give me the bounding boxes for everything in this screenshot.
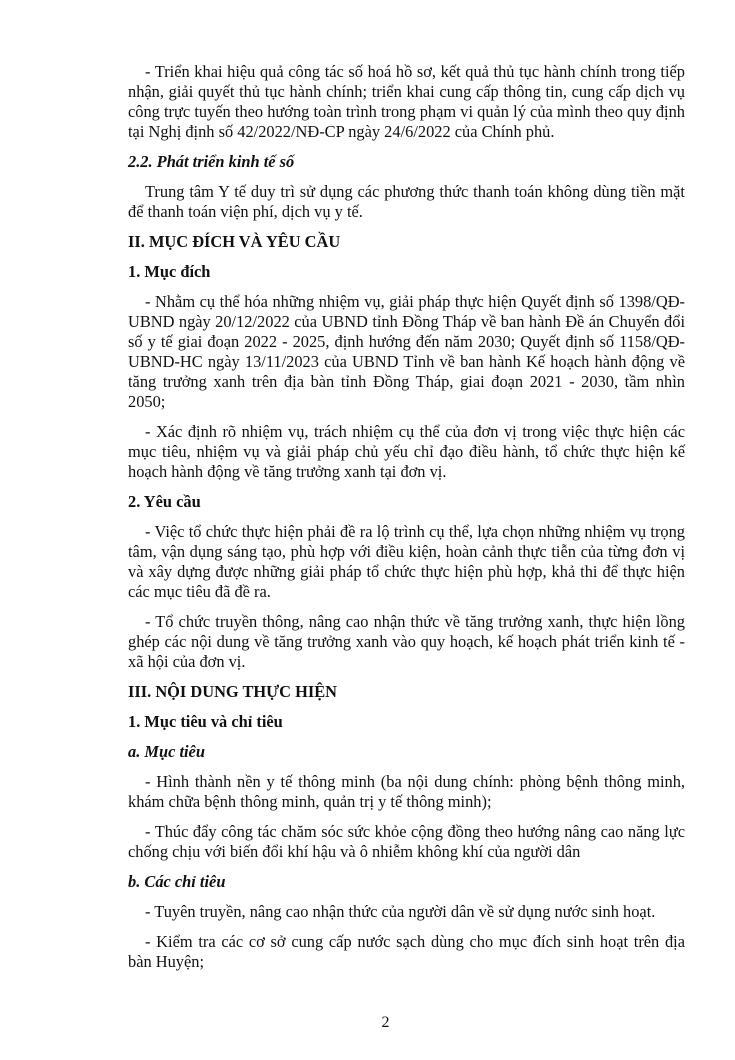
section-heading: 1. Mục tiêu và chỉ tiêu bbox=[128, 712, 283, 731]
section-heading: 1. Mục đích bbox=[128, 262, 211, 281]
paragraph: - Tuyên truyền, nâng cao nhận thức của người dân về sử dụng nước sinh hoạt. bbox=[145, 902, 656, 921]
subsection-heading: 2.2. Phát triển kinh tế số bbox=[128, 152, 295, 171]
paragraph: - Hình thành nền y tế thông minh (ba nội dung chính: phòng bệnh thông minh, khám chữa bệnh thông minh, quản trị y tế thông minh); bbox=[128, 772, 685, 811]
paragraph: - Việc tổ chức thực hiện phải đề ra lộ trình cụ thể, lựa chọn những nhiệm vụ trọng tâm, vận dụng sáng tạo, phù hợp với điều kiện, hoàn cảnh thực tiễn của từng đơn vị và xây dựng được những giải pháp tổ chức thực hiện phù hợp, khả thi để thực hiện các mục tiêu đã đề ra. bbox=[128, 522, 685, 601]
section-heading: 2. Yêu cầu bbox=[128, 492, 201, 511]
paragraph: - Kiểm tra các cơ sở cung cấp nước sạch dùng cho mục đích sinh hoạt trên địa bàn Huyện; bbox=[128, 932, 685, 971]
page-number: 2 bbox=[381, 1014, 390, 1031]
paragraph: - Thúc đẩy công tác chăm sóc sức khỏe cộng đồng theo hướng nâng cao năng lực chống chịu với biến đổi khí hậu và ô nhiễm không khí của người dân bbox=[128, 822, 685, 861]
subsection-heading: a. Mục tiêu bbox=[128, 742, 205, 761]
paragraph: - Nhằm cụ thể hóa những nhiệm vụ, giải pháp thực hiện Quyết định số 1398/QĐ-UBND ngày 20/12/2022 của UBND tỉnh Đồng Tháp về ban hành Đề án Chuyển đổi số y tế giai đoạn 2022 - 2025, định hướng đến năm 2030; Quyết định số 1158/QĐ-UBND-HC ngày 13/11/2023 của UBND Tỉnh về ban hành Kế hoạch hành động về tăng trưởng xanh trên địa bàn tỉnh Đồng Tháp, giai đoạn 2021 - 2030, tầm nhìn 2050; bbox=[128, 292, 685, 411]
section-heading: III. NỘI DUNG THỰC HIỆN bbox=[128, 682, 338, 701]
paragraph: Trung tâm Y tế duy trì sử dụng các phương thức thanh toán không dùng tiền mặt để thanh toán viện phí, dịch vụ y tế. bbox=[128, 182, 685, 221]
subsection-heading: b. Các chỉ tiêu bbox=[128, 872, 226, 891]
paragraph: - Tổ chức truyền thông, nâng cao nhận thức về tăng trưởng xanh, thực hiện lồng ghép các nội dung về tăng trưởng xanh vào quy hoạch, kế hoạch phát triển kinh tế - xã hội của đơn vị. bbox=[128, 612, 685, 671]
paragraph: - Xác định rõ nhiệm vụ, trách nhiệm cụ thể của đơn vị trong việc thực hiện các mục tiêu, nhiệm vụ và giải pháp chủ yếu chỉ đạo điều hành, tổ chức thực hiện kế hoạch hành động về tăng trưởng xanh tại đơn vị. bbox=[128, 422, 685, 481]
section-heading: II. MỤC ĐÍCH VÀ YÊU CẦU bbox=[128, 232, 341, 251]
document-body bbox=[128, 62, 685, 972]
paragraph: - Triển khai hiệu quả công tác số hoá hồ sơ, kết quả thủ tục hành chính trong tiếp nhận, giải quyết thủ tục hành chính; triển khai cung cấp thông tin, cung cấp dịch vụ công trực tuyến theo hướng toàn trình trong phạm vi quản lý của mình theo quy định tại Nghị định số 42/2022/NĐ-CP ngày 24/6/2022 của Chính phủ. bbox=[128, 62, 685, 141]
